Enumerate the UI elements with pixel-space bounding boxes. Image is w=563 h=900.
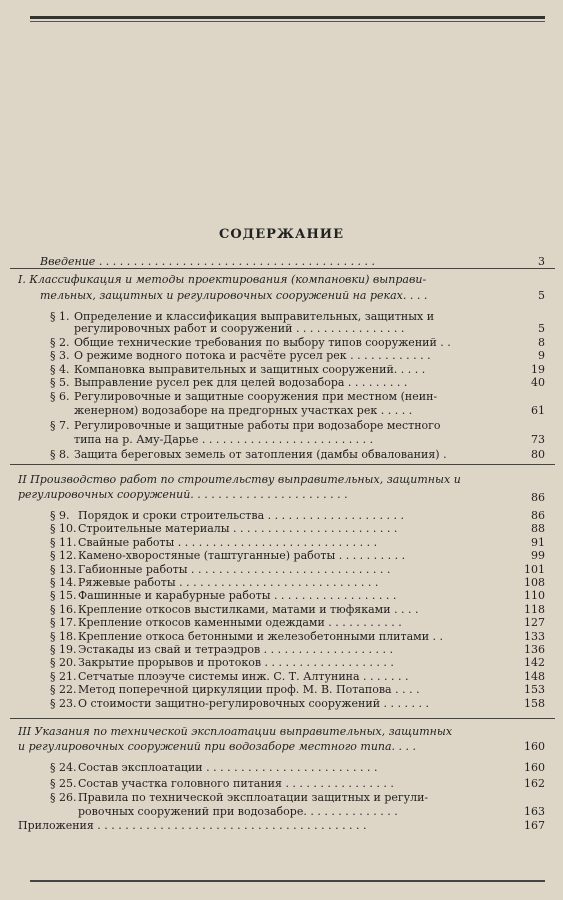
section-mark: § 18. [50,630,77,643]
toc-section-title: ровочных сооружений при водозаборе. . . . . . . . . . . . . . [78,806,398,818]
toc-section-title: регулировочных работ и сооружений . . . . . . . . . . . . . . . . [74,323,405,335]
page-number: 160 [524,740,545,753]
page-number: 160 [524,761,545,774]
toc-section-title: Закрытие прорывов и протоков . . . . . . . . . . . . . . . . . . . [78,657,394,670]
section-mark: § 7. [50,420,70,432]
section-mark: § 22. [50,684,77,697]
section-mark: § 11. [50,536,77,549]
page-number: 3 [538,255,545,268]
toc-section-title: Камено-хворостяные (таштуганные) работы . . . . . . . . . . [78,550,406,563]
section-mark: § 2. [50,337,70,349]
toc-section-title: Метод поперечной циркуляции проф. М. В. Потапова . . . . [78,684,420,697]
page-number: 110 [524,589,545,603]
toc-section-title: Состав участка головного питания . . . . . . . . . . . . . . . . [78,778,394,790]
page-number: 40 [531,376,545,389]
page-number: 73 [531,433,545,446]
page-number: 5 [538,289,545,302]
toc-section-title: Ряжевые работы . . . . . . . . . . . . . . . . . . . . . . . . . . . . . [78,577,379,589]
toc-section-title: Регулировочные и защитные сооружения при местном (неин- [74,391,438,403]
section-mark: § 12. [50,550,77,563]
top-rule-thin [30,21,545,22]
toc-part-heading: III Указания по технической эксплоатации выправительных, защитных [18,726,453,738]
section-mark: § 17. [50,617,77,630]
toc-section-title: Эстакады из свай и тетраэдров . . . . . . . . . . . . . . . . . . . [78,644,394,656]
toc-section-title: О стоимости защитно-регулировочных сооружений . . . . . . . [78,697,429,710]
page-number: 19 [531,363,545,376]
bottom-rule [30,880,545,882]
toc-section-title: Порядок и сроки строительства . . . . . . . . . . . . . . . . . . . . [78,510,404,522]
page-number: 9 [538,349,545,362]
toc-section-title: Сетчатые плоэуче системы инж. С. Т. Алтунина . . . . . . . [78,670,409,683]
section-mark: § 6. [50,391,70,403]
section-mark: § 24. [50,762,77,774]
page-number: 8 [538,336,545,349]
toc-part-heading: и регулировочных сооружений при водозаборе местного типа. . . . [18,741,417,753]
page-number: 167 [524,819,545,832]
toc-section-title: Строительные материалы . . . . . . . . . . . . . . . . . . . . . . . . [78,523,398,536]
page-number: 80 [531,448,545,461]
section-mark: § 23. [50,697,77,710]
toc-part-heading: тельных, защитных и регулировочных сооружений на реках. . . . [40,290,428,302]
section-divider [10,464,555,465]
toc-section-title: Крепление откосов каменными одеждами . . . . . . . . . . . [78,617,402,630]
section-mark: § 10. [50,523,77,536]
page-number: 163 [524,805,545,818]
toc-section-title: Состав эксплоатации . . . . . . . . . . . . . . . . . . . . . . . . . [78,762,378,774]
page-number: 108 [524,576,545,589]
section-mark: § 25. [50,778,77,790]
page-number: 91 [531,535,545,549]
section-mark: § 16. [50,603,77,616]
page-number: 148 [524,669,545,683]
section-mark: § 3. [50,350,70,362]
toc-part-heading: II Производство работ по строительству выправительных, защитных и [18,474,461,486]
page-number: 136 [524,643,545,656]
toc-section-title: О режиме водного потока и расчёте русел рек . . . . . . . . . . . . [74,350,431,362]
page-number: 142 [524,656,545,670]
page-number: 99 [531,549,545,563]
section-mark: § 9. [50,510,70,522]
section-mark: § 19. [50,644,77,656]
toc-heading: СОДЕРЖАНИЕ [218,227,345,242]
page-number: 86 [531,491,545,504]
toc-section-title: Общие технические требования по выбору типов сооружений . . [74,337,451,349]
toc-section-title: Выправление русел рек для целей водозабора . . . . . . . . . [74,377,408,389]
section-mark: § 21. [50,670,77,683]
page-number: 118 [524,602,545,616]
section-mark: § 13. [50,563,77,576]
section-mark: § 14. [50,577,77,589]
toc-section-title: Регулировочные и защитные работы при водозаборе местного [74,420,441,432]
section-mark: § 8. [50,449,70,461]
section-mark: § 5. [50,377,70,389]
page-number: 101 [524,562,545,576]
toc-section-title: Крепление откоса бетонными и железобетонными плитами . . [78,630,444,643]
section-divider [10,718,555,719]
page-number: 5 [538,322,545,335]
toc-entry-appendix: Приложения . . . . . . . . . . . . . . . . . . . . . . . . . . . . . . . . . . . . . . . [18,820,367,832]
page-number: 88 [531,522,545,536]
toc-section-title: Компановка выправительных и защитных сооружений. . . . . [74,364,426,376]
toc-section-title: Крепление откосов выстилками, матами и тюфяками . . . . [78,603,419,616]
page-number: 162 [524,777,545,790]
page-number: 158 [524,696,545,710]
toc-part-heading: I. Классификация и методы проектирования (компановки) выправи- [18,274,427,286]
section-mark: § 15. [50,590,77,603]
toc-section-title: Правила по технической эксплоатации защитных и регули- [78,792,429,804]
toc-section-title: Габионные работы . . . . . . . . . . . . . . . . . . . . . . . . . . . . . [78,563,391,576]
page-number: 127 [524,616,545,630]
toc-section-title: Защита береговых земель от затопления (дамбы обвалования) . [74,449,447,461]
page-number: 153 [524,683,545,697]
toc-section-title: типа на р. Аму-Дарье . . . . . . . . . . . . . . . . . . . . . . . . . [74,434,374,446]
page-number: 133 [524,629,545,643]
toc-part-heading: регулировочных сооружений. . . . . . . . . . . . . . . . . . . . . . . [18,489,348,501]
toc-section-title: Определение и классификация выправительных, защитных и [74,311,435,323]
section-mark: § 1. [50,311,70,323]
page-number: 86 [531,509,545,522]
page-number: 61 [531,404,545,417]
section-mark: § 26. [50,792,77,804]
toc-section-title: Свайные работы . . . . . . . . . . . . . . . . . . . . . . . . . . . . . [78,536,378,549]
toc-section-title: Фашинные и карабурные работы . . . . . . . . . . . . . . . . . . [78,590,397,603]
top-rule [30,16,545,19]
section-mark: § 4. [50,364,70,376]
section-divider [10,268,555,269]
toc-entry-intro: Введение . . . . . . . . . . . . . . . . . . . . . . . . . . . . . . . . . . . . . . . . [40,256,376,268]
section-mark: § 20. [50,657,77,670]
toc-section-title: женерном) водозаборе на предгорных участках рек . . . . . [74,405,413,417]
